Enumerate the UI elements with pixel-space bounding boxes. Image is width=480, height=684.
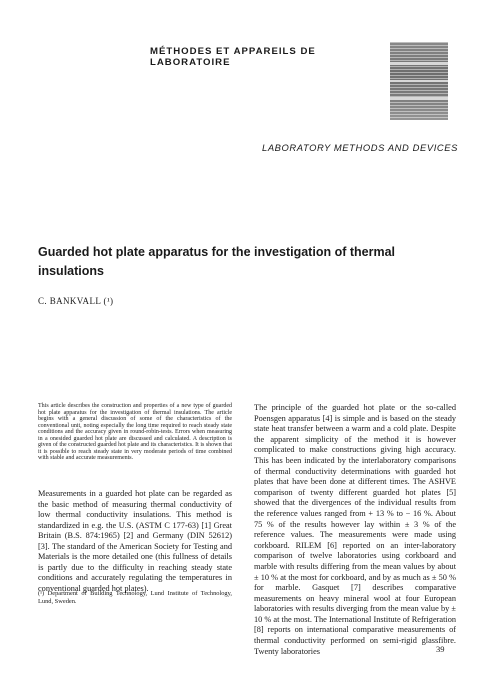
section-title-french: MÉTHODES ET APPAREILS DE LABORATOIRE: [150, 46, 316, 68]
page-number: 39: [436, 644, 445, 654]
decorative-stamp-graphic: [390, 42, 448, 120]
body-text-right-column: The principle of the guarded hot plate or the so-called Poensgen apparatus [4] is simple and is based on the steady state heat transfer between a warm and a cold plate. Despite the apparent simplicity of the method it is however complicated to make constructions giving high accuracy. This has been indicated by the interlaboratory comparisons of thermal conductivity determinations with guarded hot plates that have been done at different times. The ASHVE comparison of twenty different guarded hot plates [5] showed that the divergences of the individual results from the reference values ranged from + 13 % to − 16 %. About 75 % of the results however lay within ± 3 % of the reference values. The measurements were made using corkboard. RILEM [6] reported on an inter-laboratory comparison of twelve laboratories using corkboard and marble with results differing from the mean values by about ± 10 % at the most for corkboard, and by as much as ± 50 % for marble. Gasquet [7] describes comparative measurements on heavy mineral wool at four European laboratories with results diverging from the mean value by ± 10 % at the most. The International Institute of Refrigeration [8] reports on international comparative measurements of thermal conductivity performed on semi-rigid glassfibre. Twenty laboratories: [254, 403, 456, 656]
article-abstract: This article describes the construction and properties of a new type of guarded hot plate apparatus for the investigation of thermal insulations. The article begins with a general discussion of some of the characteristics of the conventional unit, noting especially the long time required to reach steady state conditions and the accuracy given in round-robin-tests. Errors when measuring in a onesided guarded hot plate are discussed and calculated. A description is given of the constructed guarded hot plate and its characteristics. It is shown that it is possible to reach steady state in very moderate periods of time combined with stable and accurate measurements.: [38, 403, 232, 461]
article-author: C. BANKVALL (¹): [38, 296, 114, 306]
article-title: Guarded hot plate apparatus for the investigation of thermal insulations: [38, 245, 395, 278]
body-text-left-column: Measurements in a guarded hot plate can be regarded as the basic method of measuring thermal conductivity of low thermal conductivity insulations. This method is standardized in e.g. the U.S. (ASTM C 177-63) [1] Great Britain (B.S. 874:1965) [2] and Germany (DIN 52612) [3]. The standard of the American Society for Testing and Materials is the more detailed one (this fullness of details is partly due to the difficulty in reaching steady state conditions and accurately regulating the temperatures in conventional guarded hot plates).: [38, 489, 232, 593]
section-title-english: LABORATORY METHODS AND DEVICES: [262, 142, 458, 153]
author-affiliation-footnote: (¹) Department of Building Technology, Lund Institute of Technology, Lund, Sweden.: [38, 590, 232, 605]
